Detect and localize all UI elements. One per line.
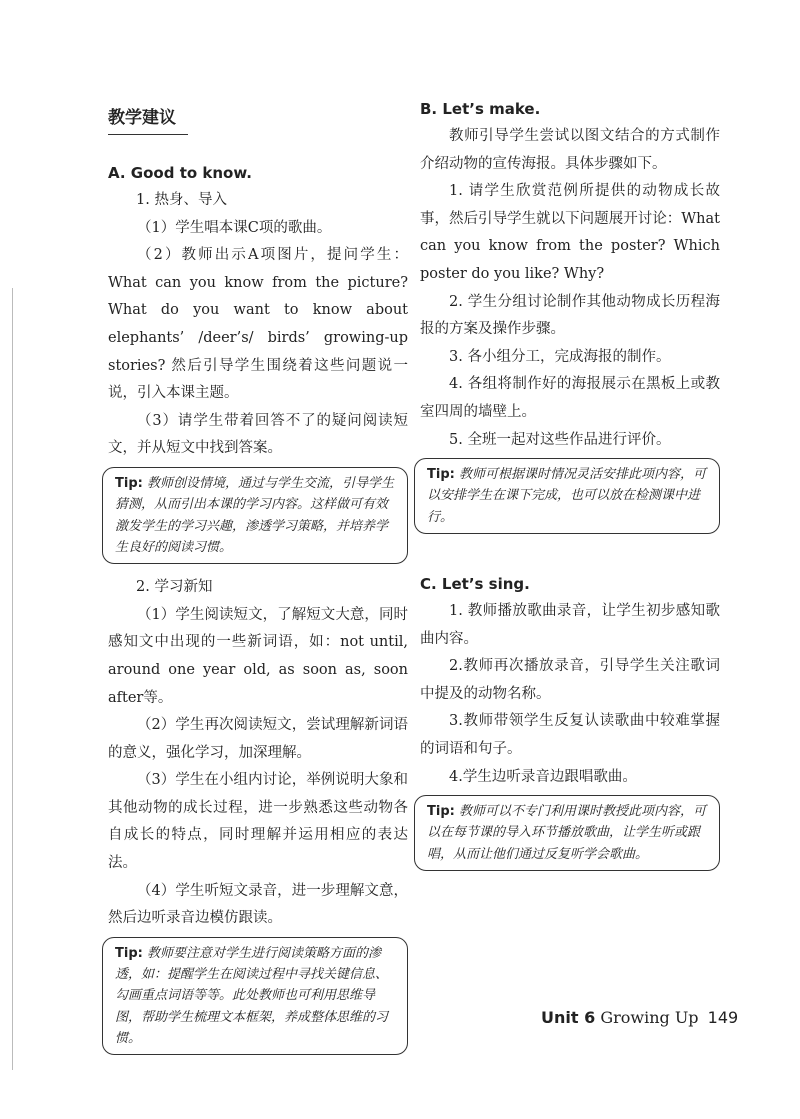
heading-lets-sing: C. Let’s sing. (420, 575, 530, 594)
tip-text: 教师可根据课时情况灵活安排此项内容，可以安排学生在课下完成，也可以放在检测课中进行。 (427, 467, 706, 525)
page-number: 149 (707, 1008, 739, 1027)
heading-lets-make: B. Let’s make. (420, 100, 541, 118)
tip-label: Tip: (115, 945, 143, 961)
footer-unit: Unit 6 (541, 1008, 596, 1027)
left-column (108, 95, 408, 1065)
section-title: 教学建议 (108, 103, 188, 135)
paragraph-new-knowledge: 2. 学习新知 (136, 579, 213, 596)
paragraph-step-2: 2. 学生分组讨论制作其他动物成长历程海报的方案及操作步骤。 (420, 293, 720, 338)
tip-label: Tip: (427, 804, 455, 820)
paragraph-show-picture: （2）教师出示A项图片，提问学生：What can you know from the picture? What do you want to know about elephants’ /deer’s/ birds’ growing-up stories? 然后引导学生围绕着这些问题说一说，引入本课主题。 (108, 247, 408, 402)
page-footer (541, 1008, 738, 1027)
paragraph-listen: （4）学生听短文录音，进一步理解文意，然后边听录音边模仿跟读。 (108, 882, 408, 927)
paragraph-sing-1: 1. 教师播放歌曲录音，让学生初步感知歌曲内容。 (420, 603, 720, 647)
tip-box-3 (414, 458, 720, 534)
paragraph-warmup: 1. 热身、导入 (136, 192, 227, 208)
paragraph-sing-3: 3.教师带领学生反复认读歌曲中较难掌握的词语和句子。 (420, 713, 720, 757)
paragraph-reread: （2）学生再次阅读短文，尝试理解新词语的意义，强化学习，加深理解。 (108, 717, 408, 761)
tip-label: Tip: (115, 475, 143, 491)
paragraph-step-5: 5. 全班一起对这些作品进行评价。 (449, 431, 671, 448)
paragraph-sing: （1）学生唱本课C项的歌曲。 (137, 219, 332, 236)
paragraph-sing-4: 4.学生边听录音边跟唱歌曲。 (449, 768, 637, 785)
tip-text: 教师创设情境，通过与学生交流，引导学生猜测，从而引出本课的学习内容。这样做可有效激发学生的学习兴趣，渗透学习策略，并培养学生良好的阅读习惯。 (115, 475, 394, 555)
tip-text: 教师要注意对学生进行阅读策略方面的渗透，如：提醒学生在阅读过程中寻找关键信息、勾画重点词语等等。此处教师也可利用思维导图，帮助学生梳理文本框架，养成整体思维的习惯。 (115, 945, 389, 1047)
tip-box-2 (102, 937, 408, 1055)
paragraph-poster-intro: 教师引导学生尝试以图文结合的方式制作介绍动物的宣传海报。具体步骤如下。 (420, 128, 720, 172)
paragraph-step-1: 1. 请学生欣赏范例所提供的动物成长故事，然后引导学生就以下问题展开讨论：What can you know from the poster? Which poster do you like? Why? (420, 183, 720, 282)
paragraph-read-passage: （1）学生阅读短文，了解短文大意，同时感知文中出现的一些新词语，如：not until, around one year old, as soon as, soon after等。 (108, 606, 408, 706)
paragraph-read-questions: （3）请学生带着回答不了的疑问阅读短文，并从短文中找到答案。 (108, 412, 408, 457)
tip-box-1 (102, 467, 408, 564)
heading-good-to-know: A. Good to know. (108, 164, 252, 182)
tip-label: Tip: (427, 467, 455, 483)
tip-text: 教师可以不专门利用课时教授此项内容，可以在每节课的导入环节播放歌曲，让学生听或跟唱，从而让他们通过反复听学会歌曲。 (427, 804, 706, 862)
right-column (420, 95, 720, 881)
paragraph-step-3: 3. 各小组分工，完成海报的制作。 (449, 348, 671, 365)
paragraph-discuss: （3）学生在小组内讨论，举例说明大象和其他动物的成长过程，进一步熟悉这些动物各自成长的特点，同时理解并运用相应的表达法。 (108, 772, 408, 872)
tip-box-4 (414, 795, 720, 871)
page-edge-line (12, 288, 13, 1070)
paragraph-step-4: 4. 各组将制作好的海报展示在黑板上或教室四周的墙壁上。 (420, 376, 720, 420)
paragraph-sing-2: 2.教师再次播放录音，引导学生关注歌词中提及的动物名称。 (420, 658, 720, 702)
footer-title: Growing Up (600, 1008, 699, 1027)
